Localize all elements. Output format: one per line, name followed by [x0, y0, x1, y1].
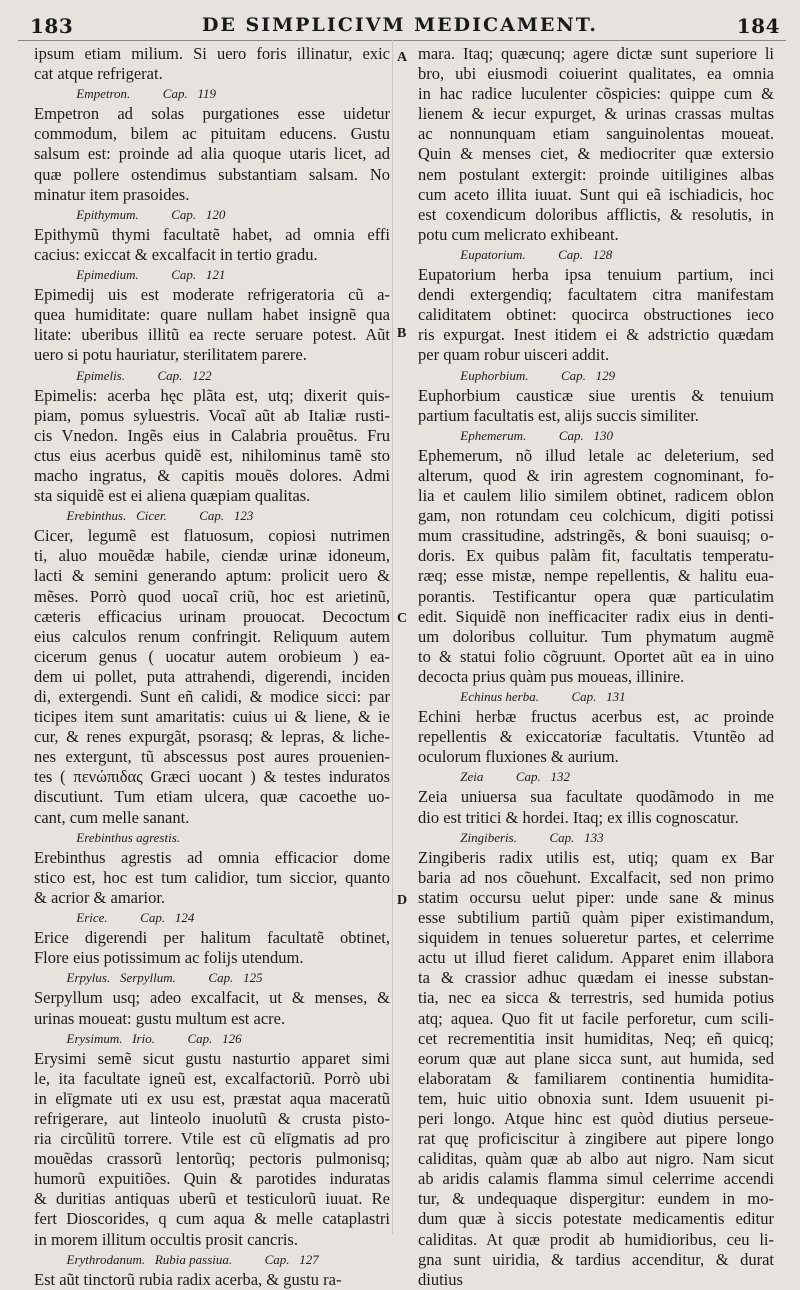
text-line: ac nonnunquam etiam sanguinolentas moueat.	[418, 124, 774, 144]
text-line: Echini herbæ fructus acerbus est, ac proinde	[418, 707, 774, 727]
text-line: Euphorbium causticæ siue urentis & tenuium	[418, 385, 774, 405]
text-line: Epimedij uis est moderate refrigeratoria cũ a-	[34, 285, 390, 305]
text-line: ctus eius acerbus quidẽ est, nihilominus tamẽ sto	[34, 445, 390, 465]
text-line: baria ad nos cõuehunt. Excalfacit, sed non primo	[418, 867, 774, 887]
text-line: salsum est: proinde ad alia quoque utaris licet, ad	[34, 144, 390, 164]
text-line: mara. Itaq; quæcunq; agere dictæ sunt superiore li	[418, 44, 774, 63]
text-line: est coxendicum doloribus afflictis, & resolutis, in	[418, 204, 774, 224]
text-line: Ephemerum, nõ illud letale ac deleterium, sed	[418, 445, 774, 465]
text-line: lienem & iecur expurget, & urinas crassas multas	[418, 104, 774, 124]
text-line: mum crassitudine, adstringẽs, & boni suauisq; o-	[418, 526, 774, 546]
text-line: caliditas. At quæ prodit ab humidioribus, ceu li-	[418, 1229, 774, 1249]
text-line: diutius	[418, 1269, 463, 1289]
header-rule	[18, 40, 786, 41]
section-heading: Erythrodanum. Rubia passiua. Cap. 127	[34, 1251, 319, 1267]
text-line: statim occursu uelut piper: unde sane & minus	[418, 887, 774, 907]
text-line: uero si potu hauriatur, sterilitatem parere.	[34, 345, 307, 365]
text-line: Cicer, legumẽ est flatuosum, copiosi nutrimen	[34, 526, 390, 546]
text-line: di, extergendi. Sunt eñ calidi, & modice sicci: par	[34, 687, 390, 706]
text-line: dendi extergendiq; facultatem citra manifestam	[418, 285, 774, 305]
text-line: ria circũlitũ torrere. Vtile est cũ elīgmatis ad pro	[34, 1129, 390, 1149]
text-line: quæ pollere ostendimus substantiam salsam. No	[34, 164, 390, 184]
text-line: Flore eius potissimum ac folijs utendum.	[34, 948, 304, 968]
text-line: in morem illitum occultis prosit cancris.	[34, 1229, 298, 1249]
text-line: doris. Ex quibus palàm fit, facultatis temperatu-	[418, 546, 774, 566]
text-line: lacti & semini generando aptum: prolicit uero &	[34, 566, 390, 586]
text-line: nes extergunt, tũ abscessus post aures prouenien-	[34, 747, 390, 767]
section-heading: Erebinthus agrestis.	[34, 829, 181, 845]
section-heading: Epimedium. Cap. 121	[34, 267, 226, 283]
section-heading: Euphorbium. Cap. 129	[418, 367, 616, 383]
text-line: fert Dioscorides, q cum aqua & melle cataplastri	[34, 1209, 390, 1229]
text-line: Epithymũ thymi facultatẽ habet, ad omnia effi	[34, 224, 390, 244]
text-line: tur, & undequaque dispergitur: eundem in mo-	[418, 1189, 774, 1209]
text-line: actu ut illud fieret calidum. Apparet enim illabora	[418, 948, 774, 968]
text-line: porantis. Testificantur opera quæ particulatim	[418, 586, 774, 606]
section-heading: Zeia Cap. 132	[418, 769, 571, 785]
section-heading: Epimelis. Cap. 122	[34, 367, 212, 383]
text-line: ti, aluo mouẽdæ habile, ciendæ urinæ idoneum,	[34, 546, 390, 566]
text-line: cicerum genus ( uocatur autem orobieum ) ea-	[34, 646, 390, 666]
text-line: ticipes item sunt amaritatis: cuius ui & liene, & ie	[34, 707, 390, 727]
text-line: in elīgmate uti ex usu est, præstat aqua maceratũ	[34, 1088, 390, 1108]
text-line: bro, ubi eiusmodi coiuerint qualitates, ea omnia	[418, 64, 774, 84]
margin-letter-b: B	[397, 326, 407, 341]
text-line: cant, cum melle sanant.	[34, 807, 190, 827]
text-line: esse subtilium partiũ quàm piper existimandum,	[418, 908, 774, 928]
text-line: cat atque refrigerat.	[34, 64, 163, 84]
text-line: potu cum melicrato exhibeant.	[418, 224, 619, 244]
text-line: litate: uberibus illitũ ea recte seruare potest. Aũt	[34, 325, 390, 345]
text-line: cæteris efficacius urinam prouocat. Decoctum	[34, 606, 390, 626]
text-line: le, ita facultate igneũ est, excalfactoriũ. Porrò ubi	[34, 1068, 390, 1088]
text-line: & duritias antiquas uberũ et testiculorũ iuuat. Re	[34, 1189, 390, 1209]
text-line: Empetron ad solas purgationes esse uidetur	[34, 104, 390, 124]
text-line: humorũ expuitiões. Quin & parotides induratas	[34, 1169, 390, 1189]
text-line: discutiunt. Tum etiam ulcera, quæ cacoethe uo-	[34, 787, 390, 807]
section-heading: Ephemerum. Cap. 130	[418, 427, 613, 443]
text-line: ab aridis calamis flamma simul celerrime accendi	[418, 1169, 774, 1189]
text-line: sta siquidẽ est ei aliena quæpiam qualitas.	[34, 486, 311, 506]
section-heading: Erysimum. Irio. Cap. 126	[34, 1030, 242, 1046]
text-line: cis Vnedon. Ingẽs eius in Calabria prouẽtus. Fru	[34, 425, 390, 445]
text-line: Erebinthus agrestis ad omnia efficacior dome	[34, 847, 390, 867]
text-line: peri longo. Atque hinc est quòd diutius perseue-	[418, 1108, 774, 1128]
text-line: mẽses. Porrò quod uocaĩ criũ, hoc est arietinũ,	[34, 586, 390, 606]
section-heading: Erpylus. Serpyllum. Cap. 125	[34, 970, 263, 986]
text-line: Zingiberis radix utilis est, utiq; quam ex Bar	[418, 847, 774, 867]
text-line: mouẽdas crassorũ lentorũq; pectoris pulmonisq;	[34, 1149, 390, 1169]
section-heading: Echinus herba. Cap. 131	[418, 689, 626, 704]
section-heading: Erebinthus. Cicer. Cap. 123	[34, 508, 254, 524]
text-line: atq; aquea. Quo fit ut facile perforetur, cum scili-	[418, 1008, 774, 1028]
text-line: urinas moueat: gustu multum est acre.	[34, 1008, 286, 1028]
text-line: lia et caulem lilio similem obtinet, radicem oblon	[418, 486, 774, 506]
text-line: cum aceto illita iuuat. Sunt qui eã ischiadicis, hoc	[418, 184, 774, 204]
text-line: refrigerare, aut linteolo inuolutũ & crusta pisto-	[34, 1108, 390, 1128]
text-line: um doloribus colluitur. Tum phymatum augmẽ	[418, 626, 774, 646]
text-line: dum quæ à siccis potestate medicamentis editur	[418, 1209, 774, 1229]
text-line: repellentis & exiccatoriæ facultatis. Vtuntẽo ad	[418, 727, 774, 747]
running-title: DE SIMPLICIVM MEDICAMENT.	[201, 14, 599, 36]
text-line: Zeia uniuersa sua facultate quodãmodo in me	[418, 787, 774, 807]
text-line: Eupatorium herba ipsa tenuium partium, inci	[418, 265, 774, 285]
section-heading: Epithymum. Cap. 120	[34, 206, 226, 222]
section-heading: Empetron. Cap. 119	[34, 86, 216, 102]
text-line: quea humiditate: quare nullam habet insignẽ qua	[34, 305, 390, 325]
left-text-column	[34, 44, 390, 1290]
text-line: alterum, quod & irin agrestem cognominant, fo-	[418, 465, 774, 485]
text-line: Epimelis: acerba hęc plãta est, utq; dixerit quis-	[34, 385, 390, 405]
right-text-column	[418, 44, 774, 1290]
text-line: eius calculos renum confringit. Reliquum autem	[34, 626, 390, 646]
section-heading: Eupatorium. Cap. 128	[418, 246, 613, 262]
text-line: Erice digerendi per halitum facultatẽ obtinet,	[34, 928, 390, 948]
text-line: cet recrementitia insit humiditas, Neq; eñ quicq;	[418, 1028, 774, 1048]
text-line: siquidem in tenues solueretur partes, et celerrime	[418, 928, 774, 948]
margin-letter-c: C	[397, 611, 408, 626]
text-line: stico est, hoc est tum calidior, tum siccior, quanto	[34, 867, 390, 887]
text-line: minatur item prasoides.	[34, 184, 190, 204]
text-line: edit. Siquidẽ non inefficaciter radix eius in denti-	[418, 606, 774, 626]
text-line: cacius: exiccat & excalfacit in tertio gradu.	[34, 244, 318, 264]
text-line: caliditas, quàm quæ ab albo aut nigro. Nam sicut	[418, 1149, 774, 1169]
text-line: per quam robur uisceri addit.	[418, 345, 610, 365]
text-line: partium facultatis est, alijs succis similiter.	[418, 405, 699, 425]
text-line: oculorum fluxiones & aurium.	[418, 747, 619, 767]
text-line: macho ingratus, & capitis mouẽs dolores. Admi	[34, 465, 390, 485]
column-gutter	[392, 40, 393, 1234]
text-line: Est aũt tinctorũ rubia radix acerba, & gustu ra-	[34, 1269, 342, 1289]
text-line: piam, pomus syluestris. Vocaĩ aũt ab Italiæ rusti-	[34, 405, 390, 425]
text-line: & acrior & amarior.	[34, 887, 166, 907]
text-line: ta & crassior adhuc quædam ei inesse substan-	[418, 968, 774, 988]
text-line: rat quę proficiscitur à zingibere aut pipere longo	[418, 1129, 774, 1149]
text-line: gna sunt uiridia, & tardius accenditur, & durat	[418, 1249, 774, 1269]
page-number-left: 183	[30, 14, 74, 38]
text-line: Erysimi semẽ sicut gustu nasturtio apparet simi	[34, 1048, 390, 1068]
page-number-right: 184	[736, 14, 780, 38]
text-line: ipsum etiam milium. Si uero foris illinatur, exic	[34, 44, 390, 63]
margin-letter-d: D	[397, 893, 408, 908]
text-line: Serpyllum usq; adeo excalfacit, ut & menses, &	[34, 988, 390, 1008]
text-line: tes ( πενώπιδας Græci uocant ) & testes induratos	[34, 767, 390, 787]
text-line: tem, huic uitio obnoxia sunt. Idem usuuenit pi-	[418, 1088, 774, 1108]
section-heading: Zingiberis. Cap. 133	[418, 829, 604, 845]
text-line: nem postulant extergit: proinde uitiligines albas	[418, 164, 774, 184]
text-line: to & statui folio cõgruunt. Oportet aũt ea in uino	[418, 646, 774, 666]
text-line: elaboratam & familiarem continentia humidita-	[418, 1068, 774, 1088]
page-header	[0, 0, 800, 44]
margin-letter-a: A	[397, 50, 408, 65]
text-line: tia, nec ea sicca & terrestris, sed humida potius	[418, 988, 774, 1008]
text-line: dio est tritici & hordei. Itaq; ex illis cognoscatur.	[418, 807, 739, 827]
text-line: gam, non rotundam ceu colchicum, digiti potissi	[418, 506, 774, 526]
text-line: cur, & renes expurgãt, psorasq; & lepras, & liche-	[34, 727, 390, 747]
text-line: ris expurgat. Inest itidem ei & adstrictio quædam	[418, 325, 774, 345]
text-line: dem ui pollet, puta attrahendi, digerendi, inciden	[34, 666, 390, 686]
text-line: decocta prius quàm pus moueas, illinire.	[418, 666, 685, 686]
text-line: Quin & menses ciet, & mediocriter quæ extersio	[418, 144, 774, 164]
text-line: ræq; esse mistæ, nempe repellentis, & halitu eua-	[418, 566, 774, 586]
text-line: commodum, bilem ac pituitam educens. Gustu	[34, 124, 390, 144]
section-heading: Erice. Cap. 124	[34, 910, 195, 926]
text-line: eorum quæ aut plane sicca sunt, aut humida, sed	[418, 1048, 774, 1068]
text-line: in hac radice luculenter cõspicies: quippe cum &	[418, 84, 774, 104]
text-line: caliditatem obtinet: quocirca obstructiones ieco	[418, 305, 774, 325]
